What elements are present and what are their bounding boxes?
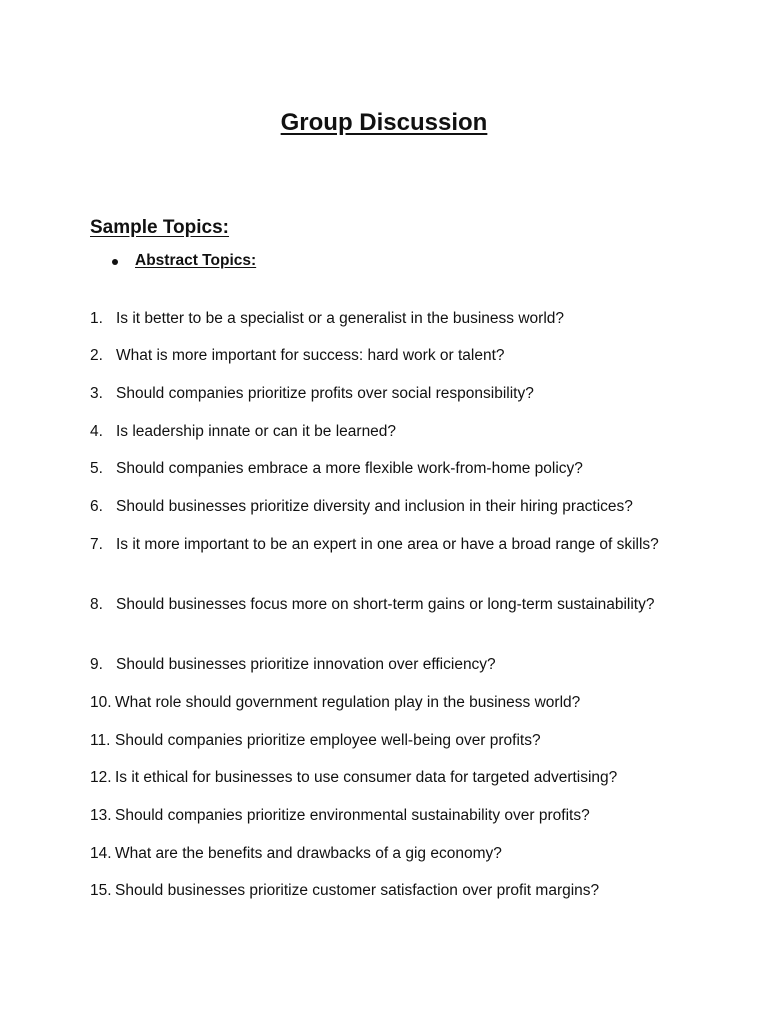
bullet-icon (112, 259, 118, 265)
list-item-text: Is it more important to be an expert in one area or have a broad range of skills? (116, 536, 659, 553)
list-item-text: Should businesses focus more on short-term gains or long-term sustainability? (116, 596, 655, 613)
list-item-number: 9. (90, 656, 103, 673)
list-item (90, 843, 690, 866)
section-heading: Sample Topics: (90, 217, 230, 238)
list-item (90, 654, 690, 677)
list-item-text: What are the benefits and drawbacks of a gig economy? (115, 845, 502, 862)
list-item (90, 308, 690, 331)
list-item-text: Should businesses prioritize innovation over efficiency? (116, 656, 496, 673)
list-item (90, 534, 690, 557)
list-item-text: What is more important for success: hard work or talent? (116, 347, 505, 364)
list-item-text: Should companies prioritize employee well-being over profits? (115, 732, 541, 749)
list-item-number: 10. (90, 694, 112, 711)
list-item (90, 767, 690, 790)
list-item (90, 730, 690, 753)
list-item-number: 6. (90, 498, 103, 515)
list-item (90, 458, 690, 481)
list-item-number: 8. (90, 596, 103, 613)
list-item-number: 13. (90, 807, 112, 824)
list-item (90, 805, 690, 828)
list-item (90, 421, 690, 444)
list-item-text: What role should government regulation play in the business world? (115, 694, 581, 711)
list-item-text: Should companies prioritize environmental sustainability over profits? (115, 807, 590, 824)
list-item (90, 345, 690, 368)
list-item-text: Is leadership innate or can it be learned? (116, 423, 397, 440)
list-item-text: Should companies prioritize profits over social responsibility? (116, 385, 534, 402)
list-item (90, 594, 690, 617)
list-item-number: 14. (90, 845, 112, 862)
list-item (90, 692, 690, 715)
list-item (90, 496, 690, 519)
list-item-number: 1. (90, 310, 103, 327)
list-item-number: 2. (90, 347, 103, 364)
list-item (90, 383, 690, 406)
list-item-number: 4. (90, 423, 103, 440)
subsection-bullet (112, 251, 256, 271)
list-item-text: Should businesses prioritize customer satisfaction over profit margins? (115, 882, 600, 899)
list-item (90, 880, 690, 903)
document-title: Group Discussion (280, 109, 488, 136)
list-item-text: Should companies embrace a more flexible work-from-home policy? (116, 460, 583, 477)
list-item-text: Should businesses prioritize diversity and inclusion in their hiring practices? (116, 498, 633, 515)
list-item-number: 11. (90, 732, 111, 749)
list-item-number: 12. (90, 769, 112, 786)
list-item-text: Is it better to be a specialist or a generalist in the business world? (116, 310, 565, 327)
list-item-number: 3. (90, 385, 103, 402)
list-item-number: 7. (90, 536, 103, 553)
list-item-number: 5. (90, 460, 103, 477)
list-item-text: Is it ethical for businesses to use consumer data for targeted advertising? (115, 769, 618, 786)
subsection-label: Abstract Topics: (135, 252, 257, 269)
list-item-number: 15. (90, 882, 112, 899)
